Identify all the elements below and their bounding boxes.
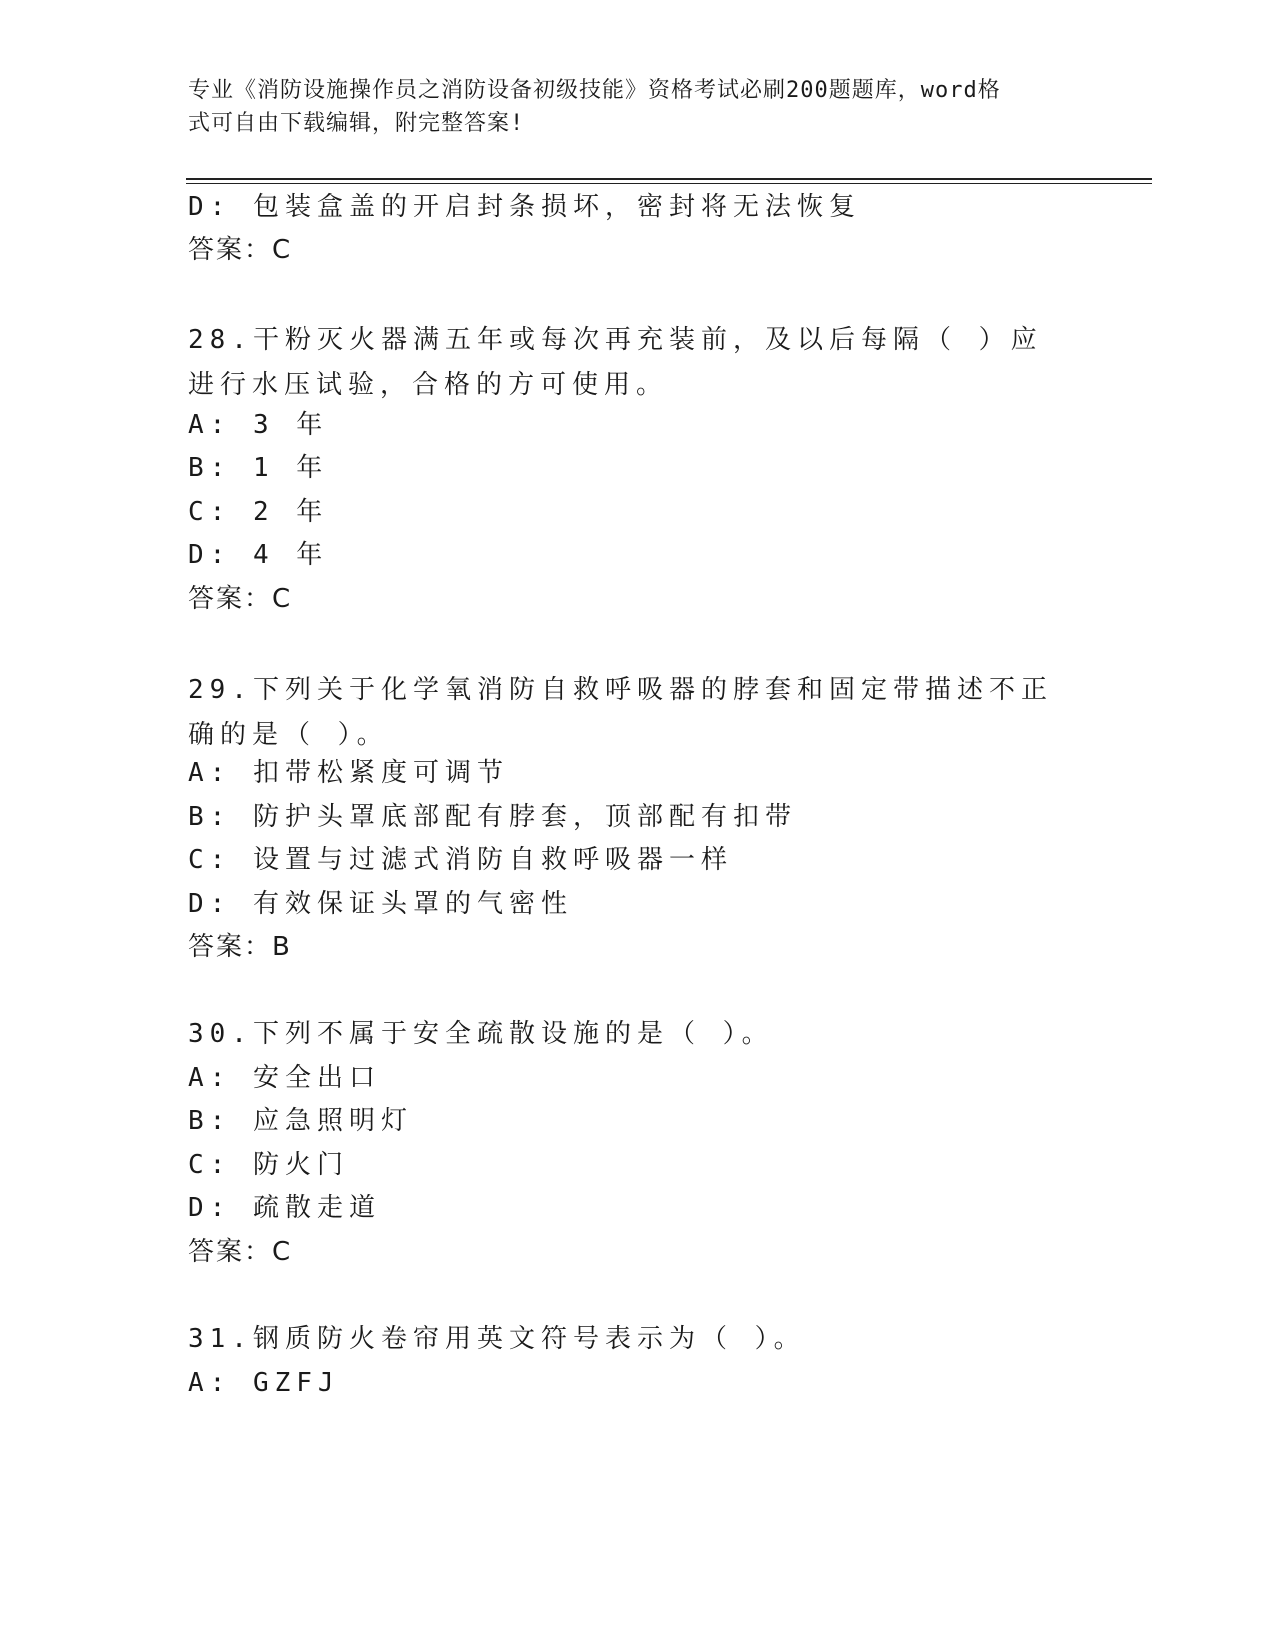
prev-answer: 答案：C bbox=[188, 235, 293, 265]
q30-option-c: C: 防火门 bbox=[188, 1150, 349, 1180]
q31-option-a: A: GZFJ bbox=[188, 1368, 340, 1398]
q28-option-c: C: 2 年 bbox=[188, 497, 329, 527]
question-30: 30.下列不属于安全疏散设施的是（ ）。 bbox=[188, 1019, 774, 1049]
header-divider bbox=[186, 178, 1152, 180]
q30-answer: 答案：C bbox=[188, 1237, 293, 1267]
q30-option-b: B: 应急照明灯 bbox=[188, 1106, 413, 1136]
header-line-2: 式可自由下载编辑，附完整答案! bbox=[188, 111, 525, 136]
q30-option-a: A: 安全出口 bbox=[188, 1063, 381, 1093]
q28-option-d: D: 4 年 bbox=[188, 540, 329, 570]
q29-option-a: A: 扣带松紧度可调节 bbox=[188, 758, 509, 788]
q30-option-d: D: 疏散走道 bbox=[188, 1193, 381, 1223]
q28-answer: 答案：C bbox=[188, 584, 293, 614]
q28-option-a: A: 3 年 bbox=[188, 410, 329, 440]
question-31: 31.钢质防火卷帘用英文符号表示为（ ）。 bbox=[188, 1324, 806, 1354]
header-line-1: 专业《消防设施操作员之消防设备初级技能》资格考试必刷200题题库，word格 bbox=[188, 78, 1001, 103]
prev-option-d: D: 包装盒盖的开启封条损坏，密封将无法恢复 bbox=[188, 192, 861, 222]
q29-option-d: D: 有效保证头罩的气密性 bbox=[188, 889, 573, 919]
document-header bbox=[188, 74, 1068, 140]
q29-answer: 答案：B bbox=[188, 932, 292, 962]
q28-option-b: B: 1 年 bbox=[188, 453, 329, 483]
q29-option-c: C: 设置与过滤式消防自救呼吸器一样 bbox=[188, 845, 733, 875]
question-28: 28.干粉灭火器满五年或每次再充装前，及以后每隔（ ）应进行水压试验，合格的方可使用。 bbox=[188, 325, 1043, 400]
question-29: 29.下列关于化学氧消防自救呼吸器的脖套和固定带描述不正确的是（ ）。 bbox=[188, 675, 1053, 750]
q29-option-b: B: 防护头罩底部配有脖套，顶部配有扣带 bbox=[188, 802, 797, 832]
header-divider-thin bbox=[186, 183, 1152, 184]
